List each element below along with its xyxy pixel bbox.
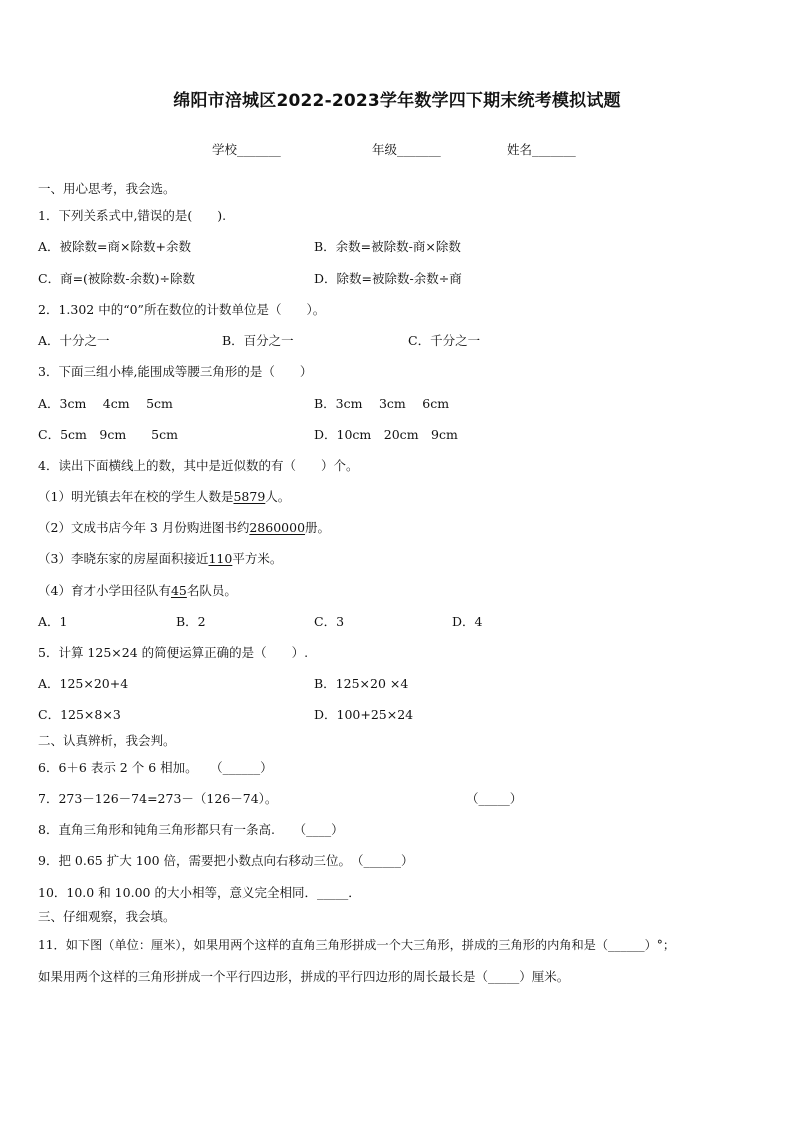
q3-option-b: B．3cm 3cm 6cm <box>314 396 450 411</box>
q4-option-b: B．2 <box>176 614 206 629</box>
q3-stem: 3．下面三组小棒,能围成等腰三角形的是（ ） <box>38 364 313 379</box>
q4-statement-2 <box>38 519 330 537</box>
q10: 10．10.0 和 10.00 的大小相等，意义完全相同．_____． <box>38 885 361 900</box>
q7-answer-blank: （_____） <box>466 791 523 806</box>
q4-s2-number: 2860000 <box>249 520 306 535</box>
q1-stem: 1．下列关系式中,错误的是( ). <box>38 208 227 223</box>
q7: 7．273－126－74=273－（126－74）。 <box>38 791 278 806</box>
q3-option-a: A．3cm 4cm 5cm <box>38 396 173 411</box>
q4-option-d: D．4 <box>452 614 483 629</box>
q4-s3-number: 110 <box>208 551 233 566</box>
section-3-heading: 三、仔细观察，我会填。 <box>38 909 176 924</box>
q2-option-c: C．千分之一 <box>408 333 481 348</box>
q1-option-c: C．商=(被除数-余数)÷除数 <box>38 271 195 286</box>
q4-statement-4 <box>38 582 237 600</box>
q4-s4-number: 45 <box>170 583 187 598</box>
q4-s4-prefix: （4）育才小学田径队有 <box>38 583 171 598</box>
q4-stem: 4．读出下面横线上的数，其中是近似数的有（ ）个。 <box>38 458 359 473</box>
q4-s3-suffix: 平方米。 <box>232 551 283 566</box>
q1-option-a: A．被除数=商×除数+余数 <box>38 239 191 254</box>
name-field: 姓名_______ <box>507 142 576 157</box>
q1-option-d: D．除数=被除数-余数÷商 <box>314 271 462 286</box>
section-2-heading: 二、认真辨析，我会判。 <box>38 733 176 748</box>
q6: 6．6＋6 表示 2 个 6 相加。 （______） <box>38 760 273 775</box>
q4-s1-number: 5879 <box>233 489 266 504</box>
q4-s1-prefix: （1）明光镇去年在校的学生人数是 <box>38 489 234 504</box>
q9: 9．把 0.65 扩大 100 倍，需要把小数点向右移动三位。 （______） <box>38 853 414 868</box>
q8: 8．直角三角形和钝角三角形都只有一条高. （____） <box>38 822 344 837</box>
section-1-heading: 一、用心思考，我会选。 <box>38 181 176 196</box>
q4-statement-1 <box>38 488 290 506</box>
q5-stem: 5．计算 125×24 的简便运算正确的是（ ）. <box>38 645 309 660</box>
q2-option-b: B．百分之一 <box>222 333 294 348</box>
q1-option-b: B．余数=被除数-商×除数 <box>314 239 461 254</box>
q4-s4-suffix: 名队员。 <box>186 583 237 598</box>
q5-option-a: A．125×20+4 <box>38 676 129 691</box>
q5-option-b: B．125×20 ×4 <box>314 676 409 691</box>
q5-option-d: D．100+25×24 <box>314 707 414 722</box>
q5-option-c: C．125×8×3 <box>38 707 121 722</box>
q4-option-c: C．3 <box>314 614 345 629</box>
q11-line-1: 11．如下图（单位：厘米），如果用两个这样的直角三角形拼成一个大三角形，拼成的三角形的内角和是（______）°； <box>38 938 676 952</box>
q2-option-a: A．十分之一 <box>38 333 110 348</box>
q11-line-2: 如果用两个这样的三角形拼成一个平行四边形，拼成的平行四边形的周长最长是（_____）厘米。 <box>38 969 570 984</box>
q4-option-a: A．1 <box>38 614 68 629</box>
page-title: 绵阳市涪城区2022-2023学年数学四下期末统考模拟试题 <box>173 91 621 111</box>
q4-s2-prefix: （2）文成书店今年 3 月份购进图书约 <box>38 520 250 535</box>
q3-option-d: D．10cm 20cm 9cm <box>314 427 458 442</box>
q4-statement-3 <box>38 550 282 568</box>
grade-field: 年级_______ <box>372 142 441 157</box>
school-field: 学校_______ <box>212 142 281 157</box>
q4-s1-suffix: 人。 <box>265 489 291 504</box>
q2-stem: 2．1.302 中的“0”所在数位的计数单位是（ ）。 <box>38 302 326 317</box>
q4-s3-prefix: （3）李晓东家的房屋面积接近 <box>38 551 209 566</box>
q3-option-c: C．5cm 9cm 5cm <box>38 427 178 442</box>
q4-s2-suffix: 册。 <box>305 520 331 535</box>
